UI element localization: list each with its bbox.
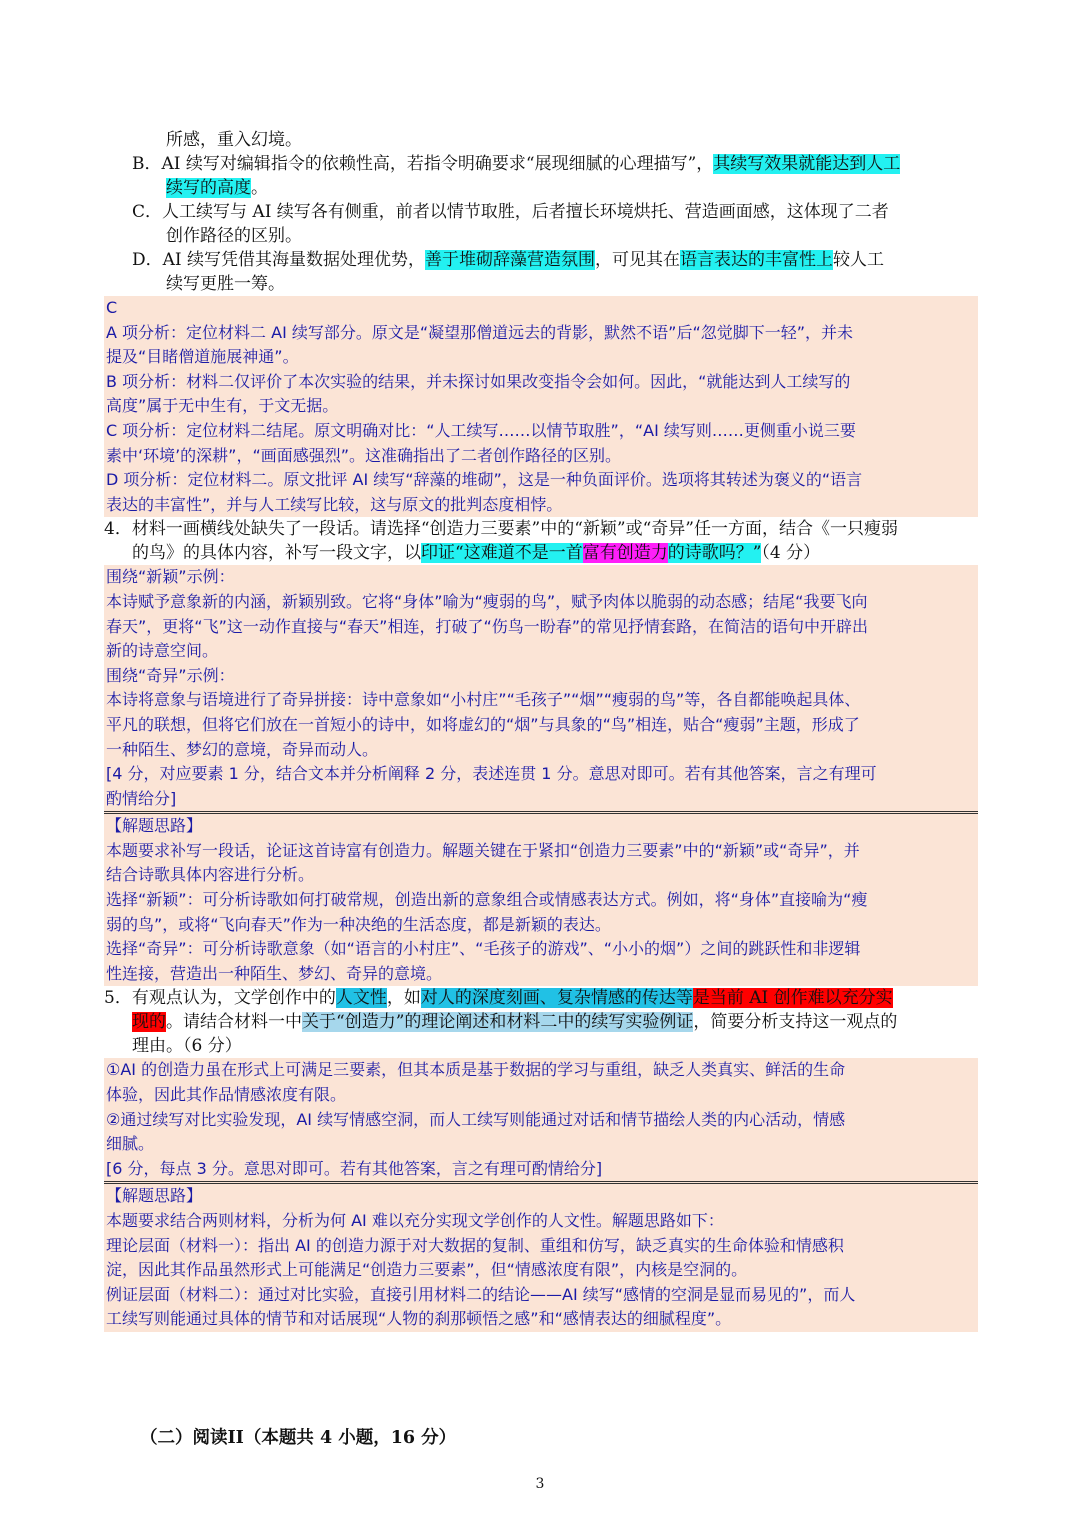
analysis-line: 结合诗歌具体内容进行分析。 (106, 865, 315, 885)
option-b-text: B．AI 续写对编辑指令的依赖性高，若指令明确要求“展现细腻的心理描写”， (132, 154, 714, 174)
analysis-line: 本题要求补写一段话，论证这首诗富有创造力。解题关键在于紧扣“创造力三要素”中的“新颖”或“奇异”，并 (106, 840, 860, 860)
highlight-magenta: 富有创造力 (582, 543, 668, 564)
analysis-line: 性连接，营造出一种陌生、梦幻、奇异的意境。 (106, 963, 443, 983)
analysis-line: 选择“奇异”：可分析诗歌意象（如“语言的小村庄”、“毛孩子的游戏”、“小小的烟”）之间的跳跃性和非逻辑 (106, 939, 861, 959)
answer-line: 表达的丰富性”，并与人工续写比较，这与原文的批判态度相悖。 (106, 494, 563, 514)
q4-score: （4 分） (761, 543, 821, 564)
answer-line: 高度”属于无中生有，于文无据。 (106, 396, 339, 416)
highlight-cyan: 善于堆砌辞藻营造氛围 (425, 250, 596, 270)
answer-line: 本诗将意象与语境进行了奇异拼接：诗中意象如“小村庄”“毛孩子”“烟”“瘦弱的鸟”等，各自都能唤起具体、 (106, 690, 861, 710)
section-heading: （二）阅读II（本题共 4 小题，16 分） (140, 1428, 457, 1448)
highlight-red: 是当前 AI 创作难以充分实 (692, 988, 893, 1009)
question-5-line3: 理由。（6 分） (132, 1036, 242, 1057)
answer-line: 素中‘环境’的深耕”，“画面感强烈”。这准确指出了二者创作路径的区别。 (106, 445, 622, 465)
option-d-line2: 续写更胜一筹。 (166, 274, 285, 294)
answer-line: C 项分析：定位材料二结尾。原文明确对比：“人工续写……以情节取胜”，“AI 续写则……更侧重小说三要 (106, 420, 856, 440)
answer-line: 提及“目睹僧道施展神通”。 (106, 347, 299, 367)
answer-line: C (106, 298, 118, 317)
analysis-line: 工续写则能通过具体的情节和对话展现“人物的刹那顿悟之感”和“感情表达的细腻程度”。 (106, 1309, 732, 1329)
q5-text: 。请结合材料一中 (166, 1012, 302, 1033)
analysis-heading: 【解题思路】 (106, 1186, 203, 1206)
q5-text: 5．有观点认为，文学创作中的 (104, 988, 336, 1009)
highlight-blue: 人文性 (335, 988, 387, 1009)
option-c-line1: C．人工续写与 AI 续写各有侧重，前者以情节取胜，后者擅长环境烘托、营造画面感，这体现了二者 (132, 202, 889, 222)
analysis-line: 理论层面（材料一）：指出 AI 的创造力源于对大数据的复制、重组和仿写，缺乏真实的生命体验和情感积 (106, 1235, 844, 1255)
q5-text: ，如 (386, 988, 421, 1009)
question-4-line2 (104, 541, 978, 565)
analysis-line: 弱的鸟”，或将“飞向春天”作为一种决绝的生活态度，都是新颖的表达。 (106, 914, 611, 934)
question-5-line1 (104, 986, 978, 1010)
question-5-line2 (104, 1010, 978, 1034)
option-b-end: 。 (251, 178, 268, 198)
answer-line: 本诗赋予意象新的内涵，新颖别致。它将“身体”喻为“瘦弱的鸟”，赋予肉体以脆弱的动态感；结尾“我要飞向 (106, 591, 868, 611)
analysis-line: 选择“新颖”：可分析诗歌如何打破常规，创造出新的意象组合或情感表达方式。例如，将“身体”直接喻为“瘦 (106, 890, 868, 910)
answer-line: 围绕“新颖”示例： (106, 567, 235, 587)
option-a-continuation: 所感，重入幻境。 (166, 130, 302, 150)
page-content (104, 128, 978, 1332)
option-d-line1 (104, 248, 978, 272)
highlight-light-blue: 关于“创造力”的理论阐述和材料二中的续写实验例证 (302, 1012, 694, 1033)
option-c-line2: 创作路径的区别。 (166, 226, 302, 246)
answer-line: ②通过续写对比实验发现，AI 续写情感空洞，而人工续写则能通过对话和情节描绘人类的内心活动，情感 (106, 1109, 846, 1129)
highlight-cyan: 语言表达的丰富性上 (680, 250, 834, 270)
q4-text: 的鸟》的具体内容，补写一段文字，以 (132, 543, 421, 564)
answer-line: 春天”，更将“飞”这一动作直接与“春天”相连，打破了“伤鸟一盼春”的常见抒情套路，在简洁的语句中开辟出 (106, 616, 869, 636)
answer-line: 一种陌生、梦幻的意境，奇异而动人。 (106, 739, 379, 759)
analysis-heading: 【解题思路】 (106, 816, 203, 836)
highlight-blue: 对人的深度刻画、复杂情感的传达等 (420, 988, 693, 1009)
answer-line: B 项分析：材料二仅评价了本次实验的结果，并未探讨如果改变指令会如何。因此，“就能达到人工续写的 (106, 371, 851, 391)
q5-analysis-block (104, 1184, 978, 1332)
q3-answer-block (104, 296, 978, 517)
answer-line: [6 分，每点 3 分。意思对即可。若有其他答案，言之有理可酌情给分] (106, 1158, 603, 1178)
option-d-text: 较人工 (833, 250, 885, 270)
highlight-red: 现的 (132, 1012, 166, 1033)
option-b-line2 (104, 176, 978, 200)
q4-analysis-block (104, 814, 978, 986)
option-d-text: ，可见其在 (595, 250, 681, 270)
highlight-cyan: 其续写效果就能达到人工 (713, 154, 901, 174)
answer-line: 围绕“奇异”示例： (106, 665, 235, 685)
answer-line: 新的诗意空间。 (106, 641, 219, 661)
highlight-cyan: 的诗歌吗？” (667, 543, 762, 564)
highlight-cyan: 续写的高度 (166, 178, 251, 198)
option-d-text: D．AI 续写凭借其海量数据处理优势， (132, 250, 426, 270)
answer-line: ①AI 的创造力虽在形式上可满足三要素，但其本质是基于数据的学习与重组，缺乏人类真实、鲜活的生命 (106, 1060, 846, 1080)
answer-line: [4 分，对应要素 1 分，结合文本并分析阐释 2 分，表述连贯 1 分。意思对即可。若有其他答案，言之有理可 (106, 764, 877, 784)
q5-answer-block (104, 1058, 978, 1184)
q5-text: ，简要分析支持这一观点的 (693, 1012, 898, 1033)
question-4-line1: 4．材料一画横线处缺失了一段话。请选择“创造力三要素”中的“新颖”或“奇异”任一方面，结合《一只瘦弱 (104, 519, 898, 540)
answer-line: 细腻。 (106, 1134, 155, 1154)
option-b-line1 (104, 152, 978, 176)
answer-line: 体验，因此其作品情感浓度有限。 (106, 1085, 347, 1105)
q4-answer-block (104, 565, 978, 814)
analysis-line: 例证层面（材料二）：通过对比实验，直接引用材料二的结论——AI 续写“感情的空洞是显而易见的”，而人 (106, 1284, 856, 1304)
answer-line: A 项分析：定位材料二 AI 续写部分。原文是“凝望那僧道远去的背影，默然不语”后“忽觉脚下一轻”，并未 (106, 322, 854, 342)
answer-line: 平凡的联想，但将它们放在一首短小的诗中，如将虚幻的“烟”与具象的“鸟”相连，贴合“瘦弱”主题，形成了 (106, 714, 860, 734)
analysis-line: 本题要求结合两则材料，分析为何 AI 难以充分实现文学创作的人文性。解题思路如下： (106, 1211, 724, 1230)
answer-line: D 项分析：定位材料二。原文批评 AI 续写“辞藻的堆砌”，这是一种负面评价。选项将其转述为褒义的“语言 (106, 470, 863, 490)
page-number: 3 (535, 1476, 545, 1492)
answer-line: 酌情给分] (106, 788, 177, 808)
highlight-cyan: 印证“这难道不是一首 (421, 543, 583, 564)
analysis-line: 淀，因此其作品虽然形式上可能满足“创造力三要素”，但“情感浓度有限”，内核是空洞的。 (106, 1260, 748, 1280)
